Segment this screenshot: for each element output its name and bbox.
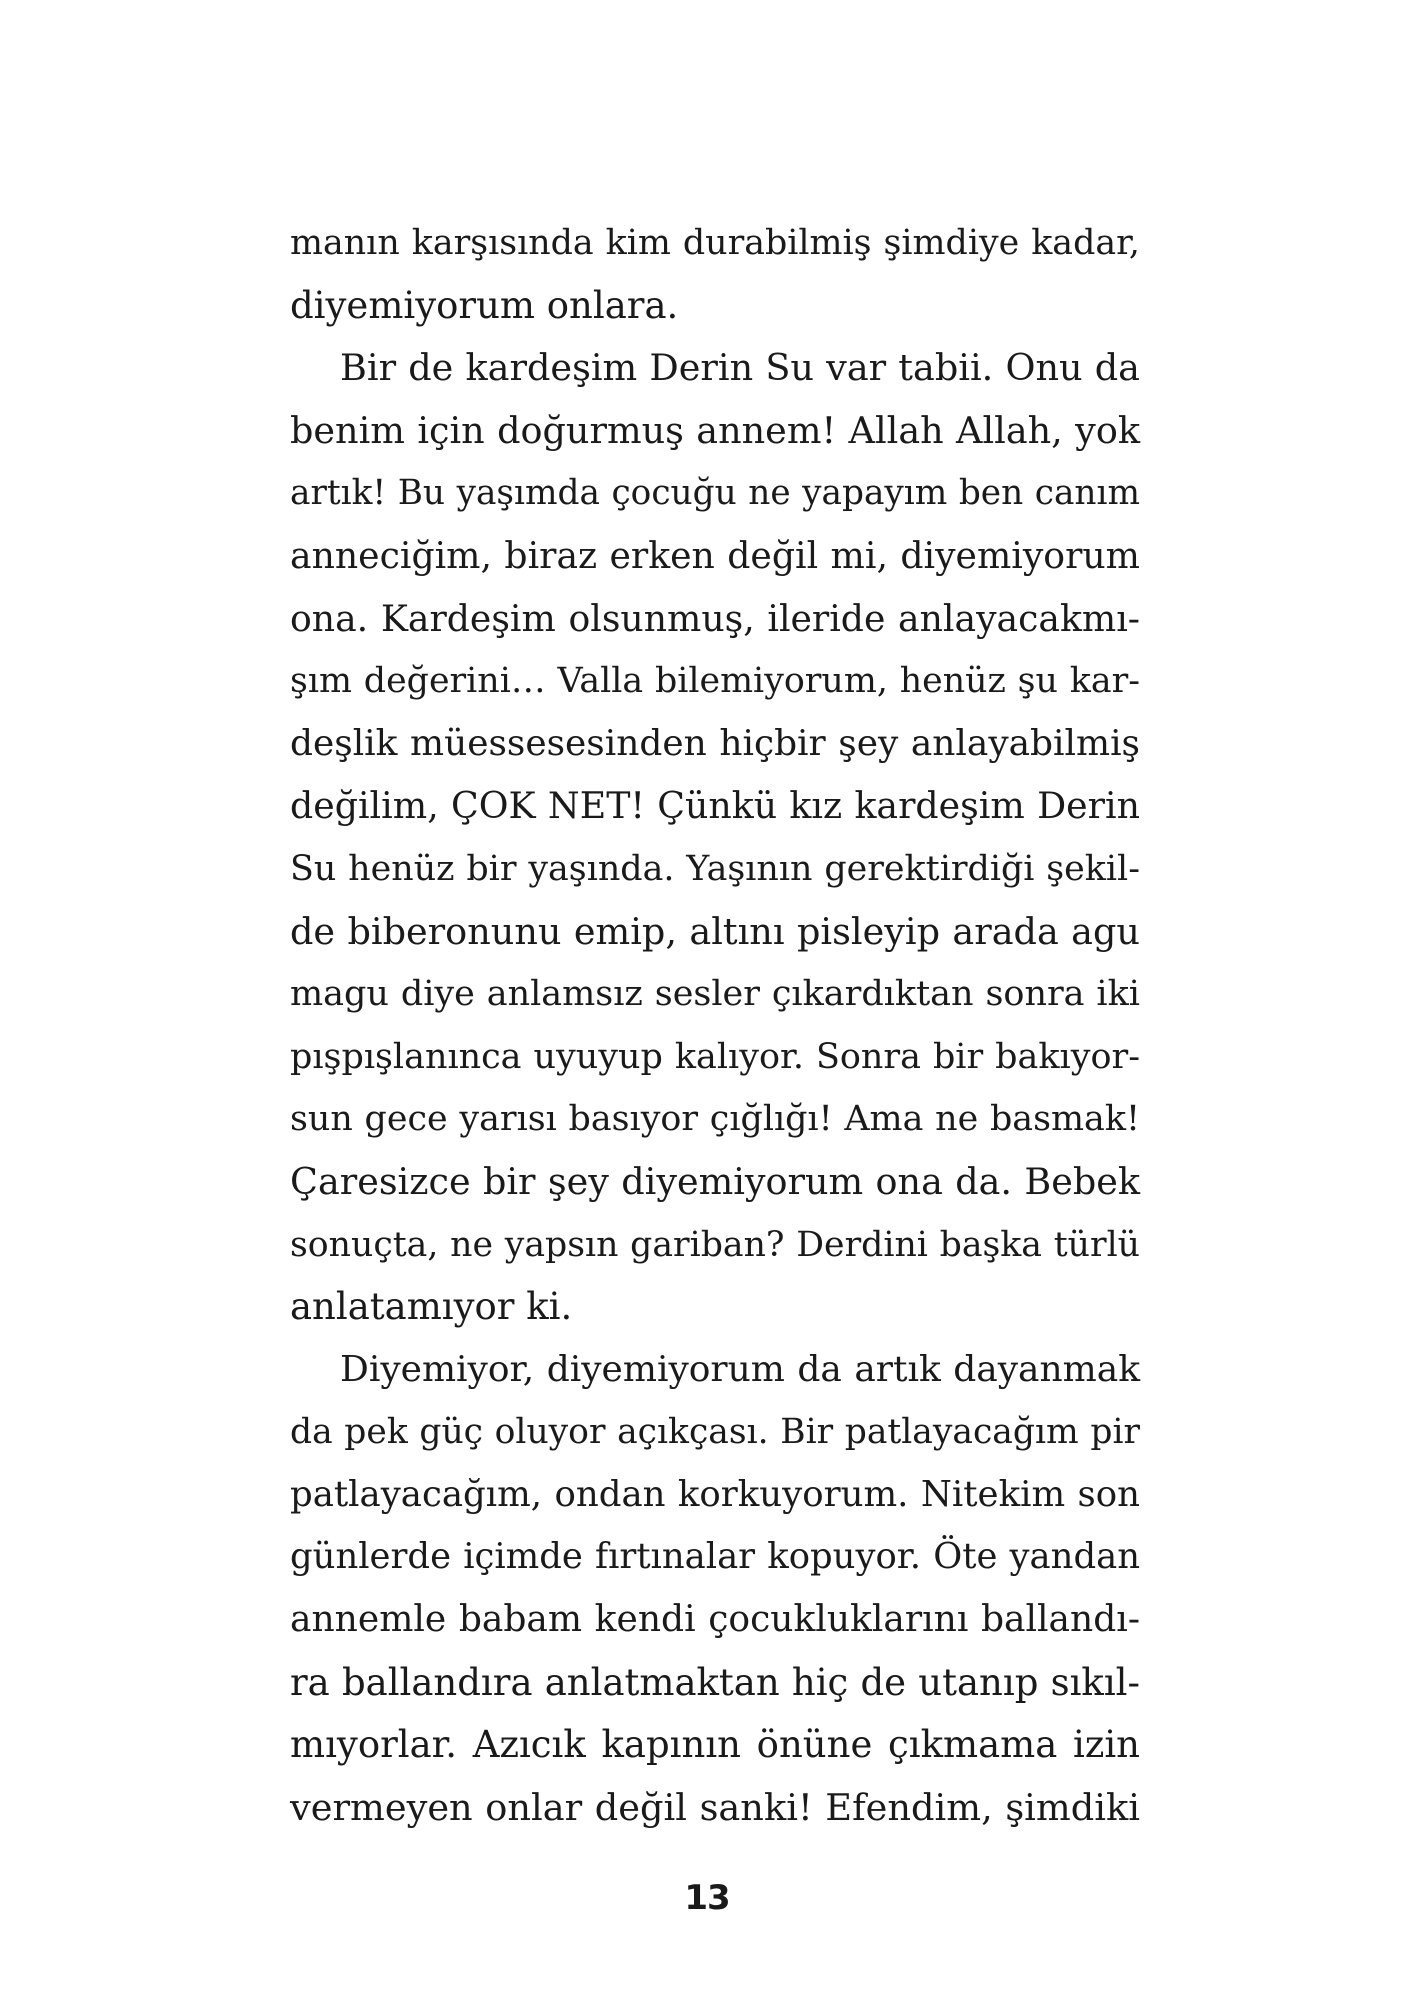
text-line: anlatamıyor ki. bbox=[290, 1285, 573, 1329]
text-line: deşlik müessesesinden hiçbir şey anlayabilmiş bbox=[290, 722, 1140, 764]
text-line: manın karşısında kim durabilmiş şimdiye kadar, bbox=[290, 223, 1140, 263]
text-line: benim için doğurmuş annem! Allah Allah, yok bbox=[290, 408, 1140, 452]
text-line: ona. Kardeşim olsunmuş, ileride anlayacakmı- bbox=[290, 596, 1140, 640]
text-line: da pek güç oluyor açıkçası. Bir patlayacağım pir bbox=[290, 1412, 1140, 1453]
text-line: şım değerini… Valla bilemiyorum, henüz şu kar- bbox=[290, 661, 1140, 702]
text-line: Diyemiyor, diyemiyorum da artık dayanmak bbox=[340, 1348, 1140, 1390]
text-line: değilim, ÇOK NET! Çünkü kız kardeşim Derin bbox=[290, 784, 1140, 828]
text-line: patlayacağım, ondan korkuyorum. Nitekim son bbox=[290, 1473, 1140, 1515]
text-line: artık! Bu yaşımda çocuğu ne yapayım ben canım bbox=[290, 473, 1140, 514]
text-line: mıyorlar. Azıcık kapının önüne çıkmama izin bbox=[290, 1723, 1140, 1767]
text-line: annemle babam kendi çocukluklarını ballandı- bbox=[290, 1599, 1140, 1641]
paragraph bbox=[290, 337, 1140, 1339]
body-text bbox=[290, 212, 1140, 1839]
text-line: de biberonunu emip, altını pisleyip arada agu bbox=[290, 909, 1140, 953]
text-line: sonuçta, ne yapsın gariban? Derdini başka türlü bbox=[290, 1224, 1140, 1265]
text-line: vermeyen onlar değil sanki! Efendim, şimdiki bbox=[290, 1785, 1140, 1829]
text-line: Çaresizce bir şey diyemiyorum ona da. Bebek bbox=[290, 1159, 1140, 1203]
text-line: magu diye anlamsız sesler çıkardıktan sonra iki bbox=[290, 974, 1140, 1015]
text-line: anneciğim, biraz erken değil mi, diyemiyorum bbox=[290, 533, 1140, 577]
text-line: sun gece yarısı basıyor çığlığı! Ama ne basmak! bbox=[290, 1099, 1140, 1140]
text-line: pışpışlanınca uyuyup kalıyor. Sonra bir bakıyor- bbox=[290, 1036, 1140, 1077]
text-line: Su henüz bir yaşında. Yaşının gerektirdiği şekil- bbox=[290, 848, 1140, 889]
paragraph bbox=[290, 212, 1140, 337]
text-line: günlerde içimde fırtınalar kopuyor. Öte yandan bbox=[290, 1536, 1140, 1578]
page-number: 13 bbox=[684, 1878, 730, 1918]
text-line: Bir de kardeşim Derin Su var tabii. Onu da bbox=[340, 346, 1140, 390]
text-line: diyemiyorum onlara. bbox=[290, 283, 679, 327]
text-line: ra ballandıra anlatmaktan hiç de utanıp sıkıl- bbox=[290, 1660, 1140, 1704]
paragraph bbox=[290, 1339, 1140, 1840]
